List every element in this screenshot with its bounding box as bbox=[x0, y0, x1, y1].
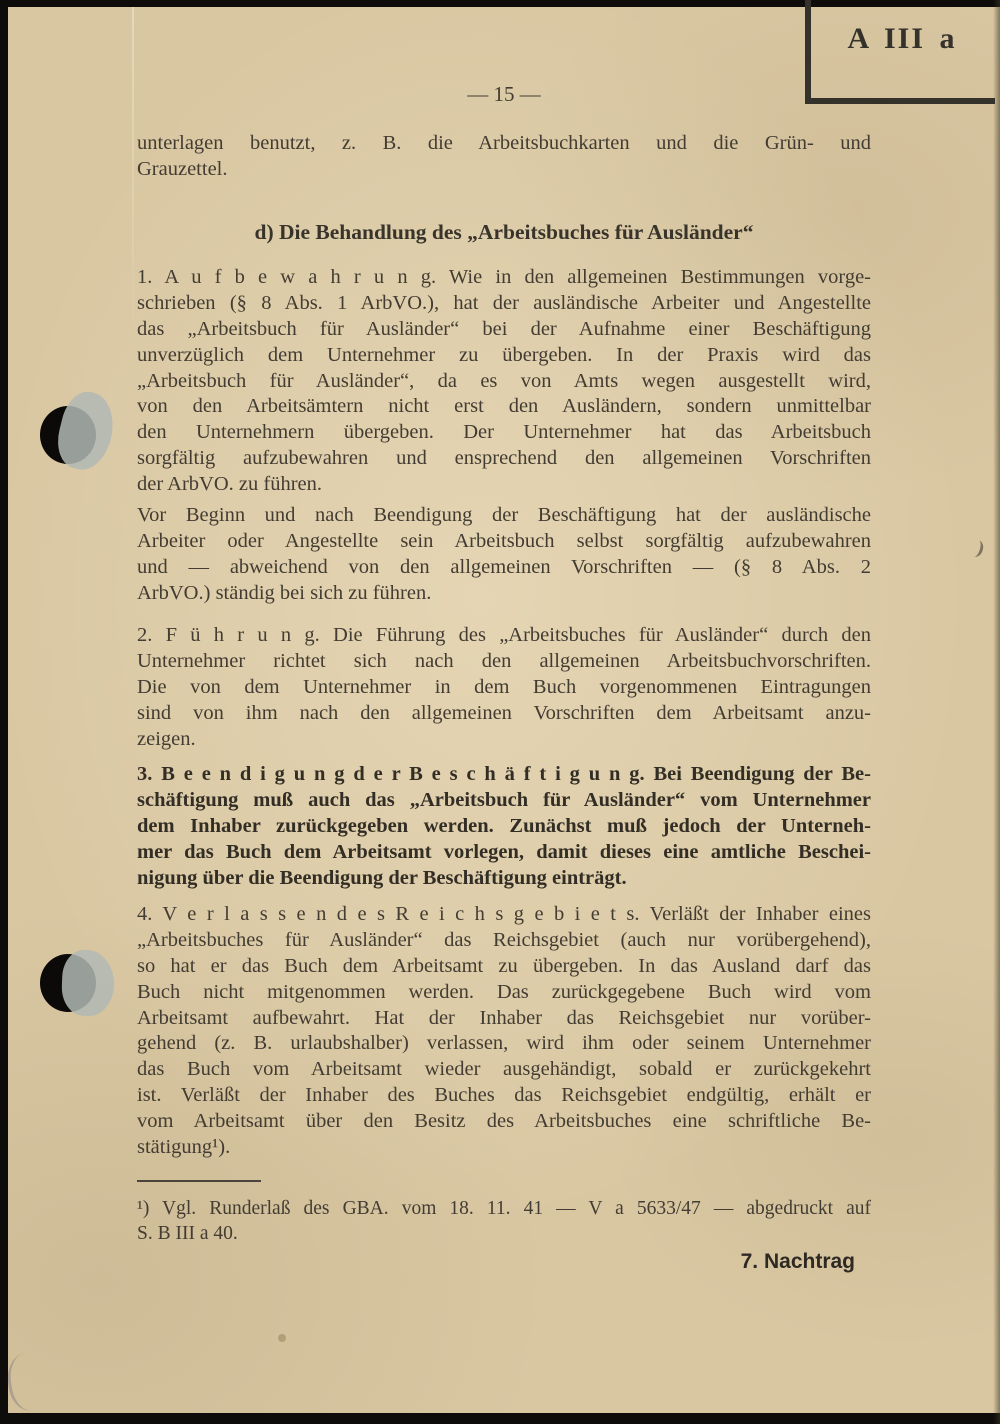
text-line: Die von dem Unternehmer in dem Buch vorgenommenen Eintragungen bbox=[137, 675, 871, 698]
ink-fleck bbox=[968, 539, 985, 559]
text-line: ist. Verläßt der Inhaber des Buches das Reichsgebiet endgültig, erhält er bbox=[137, 1084, 871, 1107]
paper-spot bbox=[278, 1334, 286, 1342]
text-line: dem Inhaber zurückgegeben werden. Zunächst muß jedoch der Unterneh- bbox=[137, 814, 871, 837]
text-line: Unternehmer richtet sich nach den allgemeinen Arbeitsbuchvorschriften. bbox=[137, 649, 871, 672]
text-line: so hat er das Buch dem Arbeitsamt zu übergeben. In das Ausland darf das bbox=[137, 954, 871, 977]
text-line: ¹) Vgl. Runderlaß des GBA. vom 18. 11. 41 — V a 5633/47 — abgedruckt auf bbox=[137, 1198, 871, 1219]
text-line: nigung über die Beendigung der Beschäftigung einträgt. bbox=[137, 866, 627, 889]
page-number: — 15 — bbox=[467, 82, 541, 106]
text-line: unverzüglich dem Unternehmer zu übergeben. In der Praxis wird das bbox=[137, 343, 871, 366]
paragraph-vor-beginn bbox=[137, 503, 871, 607]
text-line: gehend (z. B. urlaubshalber) verlassen, wird ihm oder seinem Unternehmer bbox=[137, 1032, 871, 1055]
text-line: und — abweichend von den allgemeinen Vorschriften — (§ 8 Abs. 2 bbox=[137, 555, 871, 578]
text-line: zeigen. bbox=[137, 727, 196, 750]
section-heading: d) Die Behandlung des „Arbeitsbuches für Ausländer“ bbox=[254, 220, 754, 244]
paragraph-aufbewahrung bbox=[137, 265, 871, 498]
text-line: unterlagen benutzt, z. B. die Arbeitsbuchkarten und die Grün- und bbox=[137, 132, 871, 154]
text-line: Grauzettel. bbox=[137, 157, 228, 180]
punch-hole bbox=[40, 406, 96, 464]
text-line: „Arbeitsbuch für Ausländer“, da es von Amts wegen ausgestellt wird, bbox=[137, 369, 871, 392]
text-line: mer das Buch dem Arbeitsamt vorlegen, damit dieses eine amtliche Beschei- bbox=[137, 840, 871, 863]
paper-fold-line bbox=[132, 7, 134, 347]
text-line: von den Arbeitsämtern nicht erst den Ausländern, sondern unmittelbar bbox=[137, 395, 871, 418]
text-line: „Arbeitsbuches für Ausländer“ das Reichsgebiet (auch nur vorübergehend), bbox=[137, 928, 871, 951]
text-line: schäftigung muß auch das „Arbeitsbuch für Ausländer“ vom Unternehmer bbox=[137, 788, 871, 811]
text-line: S. B III a 40. bbox=[137, 1222, 238, 1244]
text-line: ArbVO.) ständig bei sich zu führen. bbox=[137, 581, 432, 604]
text-line: stätigung¹). bbox=[137, 1136, 231, 1159]
text-line: Vor Beginn und nach Beendigung der Beschäftigung hat der ausländische bbox=[137, 504, 871, 526]
footnote-separator-rule bbox=[137, 1180, 261, 1182]
text-line: das Buch vom Arbeitsamt wieder ausgehändigt, sobald er zurückgekehrt bbox=[137, 1058, 871, 1081]
text-line: 4. V e r l a s s e n d e s R e i c h s g e b i e t s. Verläßt der Inhaber eines bbox=[137, 903, 871, 925]
text-line: 1. A u f b e w a h r u n g. Wie in den allgemeinen Bestimmungen vorge- bbox=[137, 266, 871, 288]
text-line: Arbeiter oder Angestellte sein Arbeitsbuch selbst sorgfältig aufzubewahren bbox=[137, 529, 871, 552]
paragraph-verlassen bbox=[137, 902, 871, 1161]
scan-edge-top bbox=[0, 0, 1000, 7]
text-line: Buch nicht mitgenommen werden. Das zurückgegebene Buch wird vom bbox=[137, 980, 871, 1003]
classification-label: A III a bbox=[847, 22, 957, 55]
footnote bbox=[137, 1197, 871, 1246]
text-line: sorgfältig aufzubewahren und ensprechend den allgemeinen Vorschriften bbox=[137, 447, 871, 470]
paragraph-fuehrung bbox=[137, 623, 871, 752]
pencil-mark bbox=[3, 1349, 57, 1414]
text-line: schrieben (§ 8 Abs. 1 ArbVO.), hat der ausländische Arbeiter und Angestellte bbox=[137, 291, 871, 314]
punch-hole bbox=[40, 954, 96, 1012]
text-line: 3. B e e n d i g u n g d e r B e s c h ä f t i g u n g. Bei Beendigung der Be- bbox=[137, 763, 871, 785]
scan-edge-left bbox=[0, 0, 8, 1424]
text-line: 2. F ü h r u n g. Die Führung des „Arbeitsbuches für Ausländer“ durch den bbox=[137, 624, 871, 646]
intro-paragraph bbox=[137, 131, 871, 183]
text-line: das „Arbeitsbuch für Ausländer“ bei der Aufnahme einer Beschäftigung bbox=[137, 317, 871, 340]
scan-edge-right bbox=[993, 0, 1000, 1424]
text-line: Arbeitsamt aufbewahrt. Hat der Inhaber das Reichsgebiet nur vorüber- bbox=[137, 1006, 871, 1029]
supplement-label: 7. Nachtrag bbox=[740, 1250, 855, 1273]
text-line: den Unternehmern übergeben. Der Unternehmer hat das Arbeitsbuch bbox=[137, 421, 871, 444]
text-line: der ArbVO. zu führen. bbox=[137, 473, 323, 496]
paragraph-beendigung bbox=[137, 762, 871, 891]
text-line: vom Arbeitsamt über den Besitz des Arbeitsbuches eine schriftliche Be- bbox=[137, 1110, 871, 1133]
scan-edge-bottom bbox=[0, 1413, 1000, 1424]
text-line: sind von ihm nach den allgemeinen Vorschriften dem Arbeitsamt anzu- bbox=[137, 701, 871, 724]
